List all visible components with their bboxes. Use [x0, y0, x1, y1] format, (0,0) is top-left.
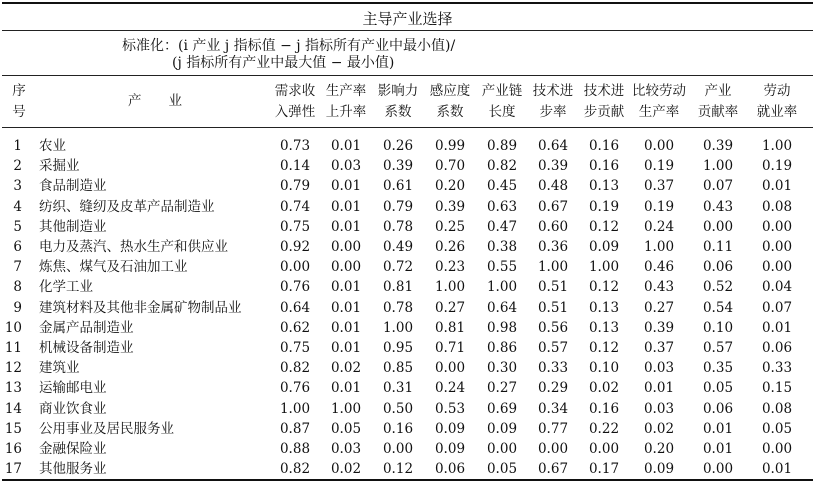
value-cell: 0.00	[382, 441, 414, 457]
table-title: 主导产业选择	[362, 10, 453, 28]
value-cell: 0.01	[330, 178, 362, 195]
value-cell: 0.57	[537, 340, 569, 356]
header-col-2: 影响力 系数	[377, 83, 419, 120]
value-cell: 0.33	[537, 360, 569, 377]
value-cell: 0.11	[702, 239, 734, 255]
value-cell: 1.00	[486, 279, 518, 296]
value-cell: 0.05	[486, 461, 518, 478]
value-cell: 0.39	[537, 158, 569, 175]
value-cell: 0.69	[486, 400, 518, 417]
value-cell: 1.00	[761, 138, 793, 154]
value-cell: 0.24	[434, 380, 466, 397]
value-cell: 0.82	[486, 158, 518, 175]
value-cell: 0.15	[761, 380, 793, 397]
value-cell: 0.75	[279, 218, 311, 235]
value-cell: 0.87	[279, 420, 311, 437]
value-cell: 0.67	[537, 198, 569, 215]
value-cell: 0.53	[434, 400, 466, 417]
value-cell: 0.08	[761, 400, 793, 417]
value-cell: 0.05	[330, 420, 362, 437]
value-cell: 0.26	[382, 138, 414, 154]
value-cell: 0.19	[761, 158, 793, 175]
value-cell: 0.00	[702, 218, 734, 235]
value-cell: 0.01	[702, 441, 734, 457]
value-cell: 0.00	[330, 239, 362, 255]
value-cell: 0.79	[382, 198, 414, 215]
value-cell: 0.79	[279, 178, 311, 195]
value-cell: 0.70	[434, 158, 466, 175]
value-cell: 0.73	[279, 138, 311, 154]
value-cell: 0.01	[702, 420, 734, 437]
value-cell: 0.57	[702, 340, 734, 356]
value-cell: 0.36	[537, 239, 569, 255]
value-cell: 0.20	[643, 441, 675, 457]
row-number: 17	[4, 461, 22, 478]
header-col-0: 需求收 入弹性	[274, 83, 316, 120]
value-cell: 0.27	[486, 380, 518, 397]
value-cell: 0.02	[330, 360, 362, 377]
value-cell: 1.00	[382, 319, 414, 336]
header-col-1: 生产率 上升率	[325, 83, 367, 120]
value-cell: 0.48	[537, 178, 569, 195]
row-number: 8	[13, 279, 22, 296]
value-cell: 0.20	[434, 178, 466, 195]
top-rule	[2, 2, 813, 4]
value-cell: 0.02	[330, 461, 362, 478]
value-cell: 0.67	[537, 461, 569, 478]
value-cell: 0.71	[434, 340, 466, 356]
value-cell: 0.64	[537, 138, 569, 154]
value-cell: 0.37	[643, 340, 675, 356]
industry-name: 公用事业及居民服务业	[39, 420, 174, 437]
value-cell: 0.16	[588, 400, 620, 417]
value-cell: 0.82	[279, 461, 311, 478]
industry-name: 建筑业	[39, 360, 80, 377]
value-cell: 0.01	[643, 380, 675, 397]
industry-name: 商业饮食业	[39, 400, 107, 417]
value-cell: 0.33	[761, 360, 793, 377]
value-cell: 0.51	[537, 279, 569, 296]
value-cell: 0.95	[382, 340, 414, 356]
value-cell: 1.00	[643, 239, 675, 255]
value-cell: 0.16	[588, 158, 620, 175]
row-number: 4	[13, 198, 22, 215]
value-cell: 0.61	[382, 178, 414, 195]
header-col-5: 技术进 步率	[532, 83, 574, 120]
value-cell: 0.64	[486, 299, 518, 316]
value-cell: 0.39	[643, 319, 675, 336]
value-cell: 0.01	[330, 138, 362, 154]
value-cell: 0.98	[486, 319, 518, 336]
header-col-3: 感应度 系数	[429, 83, 471, 120]
value-cell: 0.92	[279, 239, 311, 255]
value-cell: 0.03	[643, 360, 675, 377]
value-cell: 1.00	[702, 158, 734, 175]
row-number: 13	[4, 380, 22, 397]
value-cell: 0.05	[702, 380, 734, 397]
value-cell: 0.13	[588, 299, 620, 316]
value-cell: 0.01	[330, 198, 362, 215]
value-cell: 0.01	[330, 380, 362, 397]
value-cell: 0.56	[537, 319, 569, 336]
value-cell: 0.00	[761, 218, 793, 235]
value-cell: 0.51	[537, 299, 569, 316]
value-cell: 0.39	[382, 158, 414, 175]
value-cell: 0.29	[537, 380, 569, 397]
row-number: 12	[4, 360, 22, 377]
value-cell: 0.77	[537, 420, 569, 437]
row-number: 3	[13, 178, 22, 195]
value-cell: 0.76	[279, 380, 311, 397]
value-cell: 0.04	[761, 279, 793, 296]
value-cell: 0.01	[330, 299, 362, 316]
value-cell: 0.43	[702, 198, 734, 215]
value-cell: 0.23	[434, 259, 466, 276]
value-cell: 0.34	[537, 400, 569, 417]
row-number: 14	[4, 400, 22, 417]
value-cell: 0.27	[434, 299, 466, 316]
value-cell: 0.12	[588, 340, 620, 356]
value-cell: 0.09	[486, 420, 518, 437]
value-cell: 0.37	[643, 178, 675, 195]
industry-name: 建筑材料及其他非金属矿物制品业	[39, 299, 242, 316]
industry-name: 机械设备制造业	[39, 340, 134, 356]
value-cell: 0.47	[486, 218, 518, 235]
value-cell: 0.62	[279, 319, 311, 336]
value-cell: 0.82	[279, 360, 311, 377]
value-cell: 0.06	[434, 461, 466, 478]
value-cell: 0.06	[761, 340, 793, 356]
header-col-6: 技术进 步贡献	[583, 83, 625, 120]
value-cell: 0.31	[382, 380, 414, 397]
value-cell: 0.05	[761, 420, 793, 437]
industry-name: 金属产品制造业	[39, 319, 134, 336]
value-cell: 0.13	[588, 178, 620, 195]
value-cell: 0.25	[434, 218, 466, 235]
header-col-4: 产业链 长度	[481, 83, 523, 120]
value-cell: 0.12	[588, 218, 620, 235]
row-number: 1	[13, 138, 22, 154]
row-number: 7	[13, 259, 22, 276]
value-cell: 0.74	[279, 198, 311, 215]
value-cell: 0.43	[643, 279, 675, 296]
value-cell: 0.54	[702, 299, 734, 316]
value-cell: 0.00	[330, 259, 362, 276]
value-cell: 0.02	[588, 380, 620, 397]
value-cell: 0.10	[588, 360, 620, 377]
row-number: 2	[13, 158, 22, 175]
value-cell: 0.39	[702, 138, 734, 154]
value-cell: 0.89	[486, 138, 518, 154]
value-cell: 0.19	[588, 198, 620, 215]
value-cell: 1.00	[330, 400, 362, 417]
header-col-8: 产业 贡献率	[697, 83, 739, 120]
value-cell: 0.45	[486, 178, 518, 195]
value-cell: 0.09	[434, 420, 466, 437]
value-cell: 0.00	[761, 239, 793, 255]
value-cell: 0.03	[330, 158, 362, 175]
value-cell: 0.19	[643, 198, 675, 215]
header-seq: 序 号	[12, 83, 26, 120]
value-cell: 0.81	[382, 279, 414, 296]
value-cell: 0.38	[486, 239, 518, 255]
value-cell: 0.03	[330, 441, 362, 457]
value-cell: 0.01	[330, 279, 362, 296]
value-cell: 1.00	[588, 259, 620, 276]
value-cell: 0.26	[434, 239, 466, 255]
header-rule	[2, 127, 813, 128]
value-cell: 0.00	[761, 441, 793, 457]
value-cell: 0.50	[382, 400, 414, 417]
value-cell: 0.78	[382, 299, 414, 316]
header-col-7: 比较劳动 生产率	[632, 83, 686, 120]
value-cell: 0.17	[588, 461, 620, 478]
value-cell: 0.86	[486, 340, 518, 356]
header-industry: 产 业	[128, 93, 182, 109]
value-cell: 0.39	[434, 198, 466, 215]
value-cell: 0.63	[486, 198, 518, 215]
value-cell: 0.09	[643, 461, 675, 478]
value-cell: 0.01	[761, 319, 793, 336]
row-number: 15	[4, 420, 22, 437]
value-cell: 0.35	[702, 360, 734, 377]
value-cell: 0.49	[382, 239, 414, 255]
industry-name: 电力及蒸汽、热水生产和供应业	[39, 239, 228, 255]
value-cell: 0.13	[588, 319, 620, 336]
value-cell: 0.85	[382, 360, 414, 377]
value-cell: 1.00	[537, 259, 569, 276]
value-cell: 0.01	[330, 319, 362, 336]
row-number: 10	[4, 319, 22, 336]
value-cell: 0.00	[588, 441, 620, 457]
value-cell: 0.64	[279, 299, 311, 316]
bottom-rule	[2, 479, 813, 481]
value-cell: 0.08	[761, 198, 793, 215]
value-cell: 0.12	[382, 461, 414, 478]
note-rule	[2, 75, 813, 76]
value-cell: 0.00	[643, 138, 675, 154]
header-col-9: 劳动 就业率	[756, 83, 798, 120]
value-cell: 0.75	[279, 340, 311, 356]
value-cell: 0.72	[382, 259, 414, 276]
value-cell: 1.00	[279, 400, 311, 417]
industry-name: 金融保险业	[39, 441, 107, 457]
value-cell: 0.06	[702, 400, 734, 417]
industry-name: 炼焦、煤气及石油加工业	[39, 259, 188, 276]
value-cell: 0.01	[761, 178, 793, 195]
value-cell: 1.00	[434, 279, 466, 296]
value-cell: 0.01	[330, 340, 362, 356]
value-cell: 0.09	[434, 441, 466, 457]
value-cell: 0.16	[382, 420, 414, 437]
value-cell: 0.52	[702, 279, 734, 296]
value-cell: 0.60	[537, 218, 569, 235]
value-cell: 0.16	[588, 138, 620, 154]
industry-name: 食品制造业	[39, 178, 107, 195]
value-cell: 0.09	[588, 239, 620, 255]
value-cell: 0.30	[486, 360, 518, 377]
value-cell: 0.07	[702, 178, 734, 195]
value-cell: 0.88	[279, 441, 311, 457]
value-cell: 0.81	[434, 319, 466, 336]
value-cell: 0.07	[761, 299, 793, 316]
value-cell: 0.00	[537, 441, 569, 457]
value-cell: 0.22	[588, 420, 620, 437]
normalization-note-line1: 标准化：(i 产业 j 指标值 − j 指标所有产业中最小值)/	[122, 38, 456, 54]
value-cell: 0.00	[279, 259, 311, 276]
industry-name: 采掘业	[39, 158, 80, 175]
value-cell: 0.00	[761, 259, 793, 276]
value-cell: 0.99	[434, 138, 466, 154]
industry-name: 纺织、缝纫及皮革产品制造业	[39, 198, 215, 215]
row-number: 9	[13, 299, 22, 316]
value-cell: 0.01	[330, 218, 362, 235]
title-rule	[2, 30, 813, 31]
value-cell: 0.19	[643, 158, 675, 175]
value-cell: 0.00	[434, 360, 466, 377]
value-cell: 0.10	[702, 319, 734, 336]
value-cell: 0.03	[643, 400, 675, 417]
value-cell: 0.12	[588, 279, 620, 296]
industry-name: 农业	[39, 138, 66, 154]
row-number: 6	[13, 239, 22, 255]
industry-name: 其他制造业	[39, 218, 107, 235]
value-cell: 0.01	[761, 461, 793, 478]
normalization-note-line2: (j 指标所有产业中最大值 − 最小值)	[172, 55, 395, 71]
value-cell: 0.00	[702, 461, 734, 478]
industry-name: 其他服务业	[39, 461, 107, 478]
value-cell: 0.02	[643, 420, 675, 437]
value-cell: 0.27	[643, 299, 675, 316]
value-cell: 0.24	[643, 218, 675, 235]
value-cell: 0.46	[643, 259, 675, 276]
industry-name: 化学工业	[39, 279, 93, 296]
value-cell: 0.78	[382, 218, 414, 235]
industry-name: 运输邮电业	[39, 380, 107, 397]
row-number: 5	[13, 218, 22, 235]
value-cell: 0.00	[486, 441, 518, 457]
value-cell: 0.06	[702, 259, 734, 276]
row-number: 16	[4, 441, 22, 457]
row-number: 11	[4, 340, 22, 356]
value-cell: 0.76	[279, 279, 311, 296]
value-cell: 0.55	[486, 259, 518, 276]
value-cell: 0.14	[279, 158, 311, 175]
